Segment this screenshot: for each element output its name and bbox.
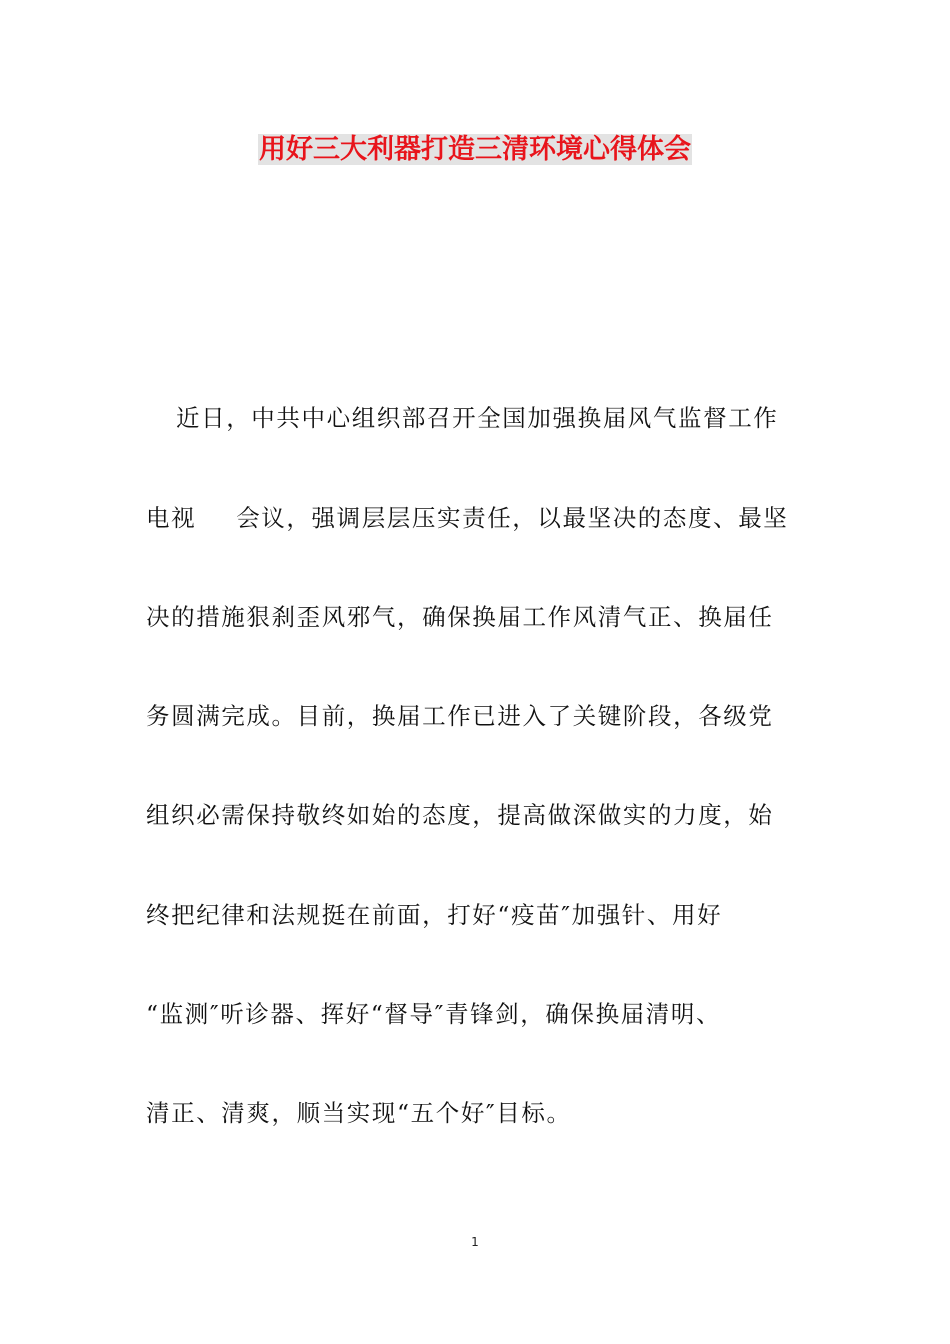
paragraph-line-3: 决的措施狠刹歪风邪气，确保换届工作风清气正、换届任 bbox=[146, 603, 774, 631]
paragraph-line-1: 近日，中共中心组织部召开全国加强换届风气监督工作 bbox=[176, 404, 779, 432]
paragraph-line-7: “监测″听诊器、挥好“督导″青锋剑，确保换届清明、 bbox=[146, 1000, 722, 1028]
paragraph-line-2-end: 会议，强调层层压实责任，以最坚决的态度、最坚 bbox=[236, 504, 789, 532]
paragraph-line-5: 组织必需保持敬终如始的态度，提高做深做实的力度，始 bbox=[146, 801, 774, 829]
page-number: 1 bbox=[471, 1235, 479, 1249]
paragraph-line-6: 终把纪律和法规挺在前面，打好“疫苗″加强针、用好 bbox=[146, 901, 723, 929]
document-title-block bbox=[0, 132, 950, 168]
paragraph-line-4: 务圆满完成。目前，换届工作已进入了关键阶段，各级党 bbox=[146, 702, 774, 730]
paragraph-line-2 bbox=[146, 502, 806, 534]
paragraph-line-8: 清正、清爽，顺当实现“五个好″目标。 bbox=[146, 1099, 572, 1127]
document-title: 用好三大利器打造三清环境心得体会 bbox=[259, 134, 691, 165]
paragraph-line-2-start: 电视 bbox=[146, 504, 197, 532]
